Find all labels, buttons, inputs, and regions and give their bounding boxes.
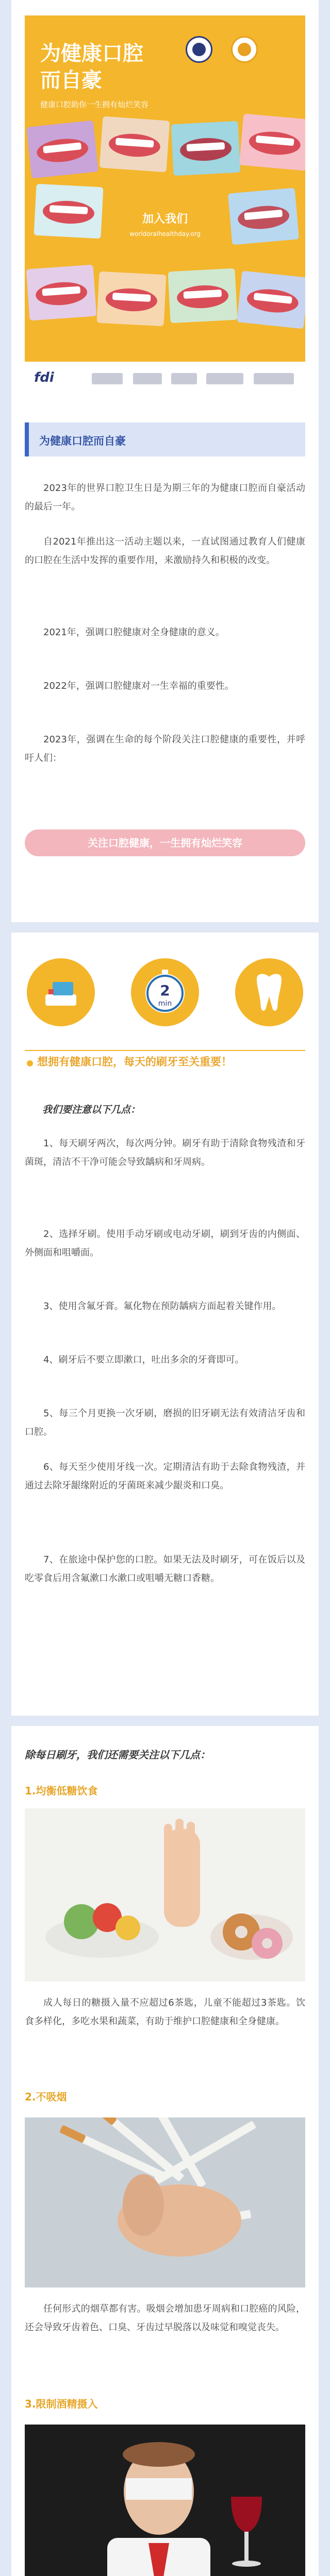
poster-subtitle: 健康口腔助你一生拥有灿烂笑容 <box>40 100 149 109</box>
subheading: 我们要注意以下几点： <box>42 1104 141 1115</box>
join-url-link[interactable]: worldoralhealthday.org <box>129 230 201 238</box>
list-item: 3、使用含氟牙膏。氟化物在预防龋病方面起着关键作用。 <box>43 1301 282 1312</box>
paragraph: 2022年，强调口腔健康对一生幸福的重要性。 <box>43 681 234 691</box>
sponsor-logo-icon <box>206 373 243 384</box>
brushing-importance-banner: 想拥有健康口腔，每天的刷牙至关重要！ <box>25 1050 305 1089</box>
fdi-logo-icon <box>186 36 212 63</box>
sponsor-logo-icon <box>254 373 294 384</box>
smile-tile-icon <box>171 121 240 176</box>
call-to-action-banner: 关注口腔健康，一生拥有灿烂笑容 <box>25 829 305 856</box>
paragraph: 2021年，强调口腔健康对全身健康的意义。 <box>43 627 225 638</box>
list-item: 2、选择牙刷。使用手动牙刷或电动牙刷，刷到牙齿的内侧面、外侧面和咀嚼面。 <box>25 1229 305 1258</box>
world-oral-health-day-logo-icon <box>231 36 258 63</box>
no-smoking-photo <box>25 2117 305 2287</box>
smile-tile-icon <box>228 188 299 245</box>
section-title: 除每日刷牙，我们还需要关注以下几点： <box>25 1749 210 1761</box>
intro-card <box>11 0 319 922</box>
healthy-diet-photo <box>25 1808 305 1981</box>
brushing-card <box>11 933 319 1716</box>
smile-tile-icon <box>96 272 166 327</box>
list-item: 5、每三个月更换一次牙刷，磨损的旧牙刷无法有效清洁牙齿和口腔。 <box>25 1408 305 1437</box>
list-item: 4、刷牙后不要立即漱口，吐出多余的牙膏即可。 <box>43 1354 244 1365</box>
toothpaste-icon <box>27 958 95 1026</box>
smile-tile-icon <box>34 184 103 239</box>
item-heading: 2.不吸烟 <box>25 2091 67 2103</box>
sponsor-logo-icon <box>133 373 162 384</box>
smile-tile-icon <box>100 116 170 173</box>
lifestyle-card <box>11 1726 319 2576</box>
item-text: 任何形式的烟草都有害。吸烟会增加患牙周病和口腔癌的风险，还会导致牙齿着色、口臭、牙齿过早脱落以及味觉和嗅觉丧失。 <box>25 2303 305 2333</box>
list-item: 6、每天至少使用牙线一次。定期清洁有助于去除食物残渣，并通过去除牙龈缘附近的牙菌斑来减少龈炎和口臭。 <box>25 1462 305 1491</box>
paragraph: 自2021年推出这一活动主题以来，一直试图通过教育人们健康的口腔在生活中发挥的重要作用，来激励持久和积极的改变。 <box>25 536 305 566</box>
campaign-poster <box>25 15 305 397</box>
sponsor-strip <box>25 362 305 397</box>
smile-tile-icon <box>239 114 305 171</box>
sponsor-logo-icon <box>92 373 123 384</box>
smile-tile-icon <box>237 270 305 329</box>
smile-tile-icon <box>26 265 97 321</box>
section-heading: 为健康口腔而自豪 <box>25 422 305 456</box>
smile-tile-icon <box>26 120 98 178</box>
item-heading: 1.均衡低糖饮食 <box>25 1785 98 1797</box>
paragraph: 2023年的世界口腔卫生日是为期三年的为健康口腔而自豪活动的最后一年。 <box>25 483 305 512</box>
smile-tile-icon <box>168 268 237 324</box>
join-us-block: 加入我们 worldoralhealthday.org <box>113 210 217 257</box>
item-heading: 3.限制酒精摄入 <box>25 2398 98 2410</box>
limit-alcohol-photo <box>25 2425 305 2576</box>
svg-text:min: min <box>158 999 172 1008</box>
list-item: 7、在旅途中保护您的口腔。如果无法及时刷牙，可在饭后以及吃零食后用含氟漱口水漱口或咀嚼无糖口香糖。 <box>25 1554 305 1584</box>
paragraph: 2023年，强调在生命的每个阶段关注口腔健康的重要性，并呼吁人们： <box>25 734 305 764</box>
two-minutes-icon <box>131 958 199 1026</box>
poster-title: 为健康口腔 而自豪 <box>40 42 143 92</box>
sponsor-logo-icon <box>171 373 197 384</box>
tooth-icon <box>235 958 303 1026</box>
list-item: 1、每天刷牙两次，每次两分钟。刷牙有助于清除食物残渣和牙菌斑，清洁不干净可能会导致龋病和牙周病。 <box>25 1138 305 1167</box>
fdi-wordmark: fdi <box>34 370 54 385</box>
item-text: 成人每日的糖摄入量不应超过6茶匙，儿童不能超过3茶匙。饮食多样化，多吃水果和蔬菜，有助于维护口腔健康和全身健康。 <box>25 1997 305 2027</box>
svg-text:2: 2 <box>160 982 170 999</box>
